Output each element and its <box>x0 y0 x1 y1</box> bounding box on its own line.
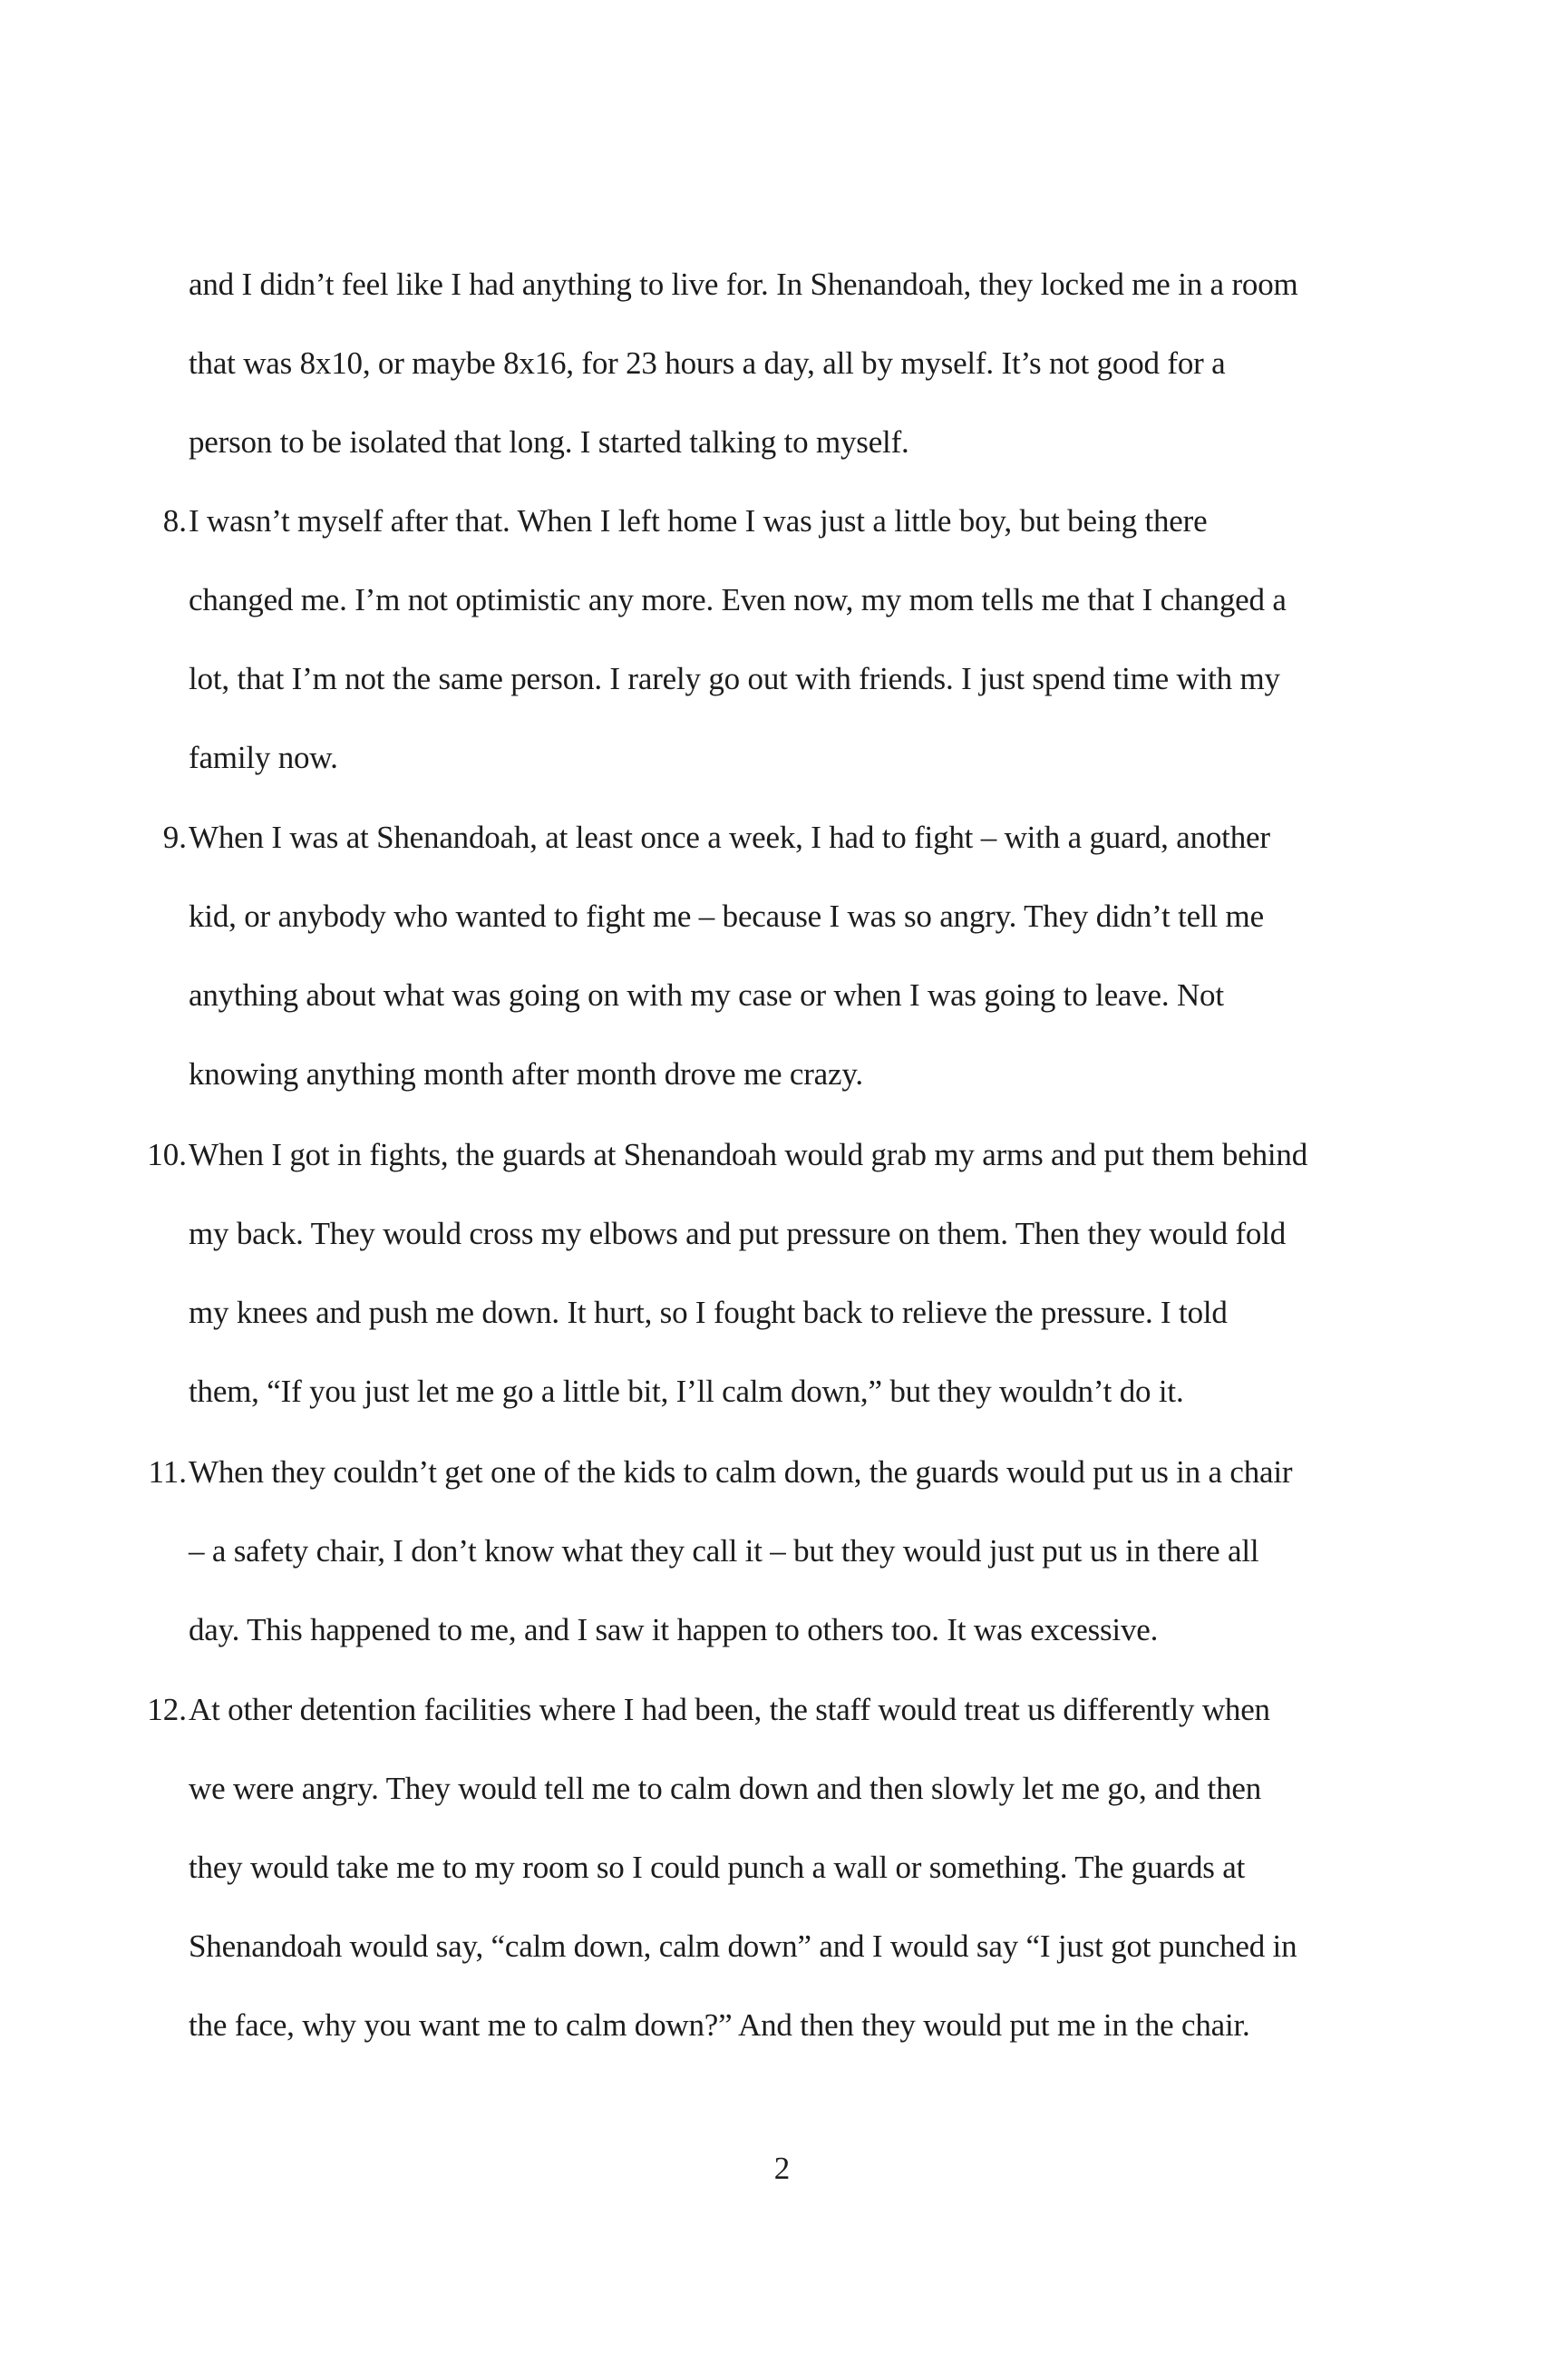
paragraph-line: lot, that I’m not the same person. I rarely go out with friends. I just spend time with my <box>189 661 1280 696</box>
paragraph-line: my back. They would cross my elbows and put pressure on them. Then they would fold <box>189 1216 1287 1251</box>
paragraph-number: 8. <box>162 503 187 539</box>
paragraph-line: knowing anything month after month drove me crazy. <box>189 1056 863 1092</box>
paragraph-line: I wasn’t myself after that. When I left home I was just a little boy, but being there <box>189 503 1208 539</box>
paragraph-line: Shenandoah would say, “calm down, calm down” and I would say “I just got punched in <box>189 1928 1297 1964</box>
paragraph-number: 12. <box>147 1692 187 1727</box>
paragraph-line: them, “If you just let me go a little bit, I’ll calm down,” but they wouldn’t do it. <box>189 1374 1184 1409</box>
page-number: 2 <box>773 2151 791 2186</box>
paragraph-line: we were angry. They would tell me to calm down and then slowly let me go, and then <box>189 1771 1262 1806</box>
continuation-line: and I didn’t feel like I had anything to live for. In Shenandoah, they locked me in a room <box>189 267 1298 302</box>
paragraph-number: 10. <box>147 1137 187 1172</box>
paragraph-line: anything about what was going on with my case or when I was going to leave. Not <box>189 977 1224 1013</box>
paragraph-line: kid, or anybody who wanted to fight me – because I was so angry. They didn’t tell me <box>189 899 1264 934</box>
paragraph-line: the face, why you want me to calm down?” And then they would put me in the chair. <box>189 2007 1250 2043</box>
paragraph-line: – a safety chair, I don’t know what they call it – but they would just put us in there all <box>189 1533 1259 1569</box>
paragraph-number: 11. <box>148 1454 187 1490</box>
paragraph-number: 9. <box>162 820 187 855</box>
continuation-line: person to be isolated that long. I started talking to myself. <box>189 424 909 460</box>
continuation-line: that was 8x10, or maybe 8x16, for 23 hours a day, all by myself. It’s not good for a <box>189 345 1226 381</box>
paragraph-line: When I got in fights, the guards at Shenandoah would grab my arms and put them behind <box>189 1137 1307 1172</box>
paragraph-line: they would take me to my room so I could punch a wall or something. The guards at <box>189 1850 1246 1885</box>
paragraph-line: When they couldn’t get one of the kids to calm down, the guards would put us in a chair <box>189 1454 1293 1490</box>
paragraph-line: changed me. I’m not optimistic any more. Even now, my mom tells me that I changed a <box>189 582 1287 617</box>
paragraph-line: day. This happened to me, and I saw it happen to others too. It was excessive. <box>189 1612 1159 1647</box>
paragraph-line: family now. <box>189 740 338 775</box>
paragraph-line: my knees and push me down. It hurt, so I fought back to relieve the pressure. I told <box>189 1295 1228 1330</box>
paragraph-line: At other detention facilities where I had been, the staff would treat us differently when <box>189 1692 1270 1727</box>
paragraph-line: When I was at Shenandoah, at least once a week, I had to fight – with a guard, another <box>189 820 1270 855</box>
